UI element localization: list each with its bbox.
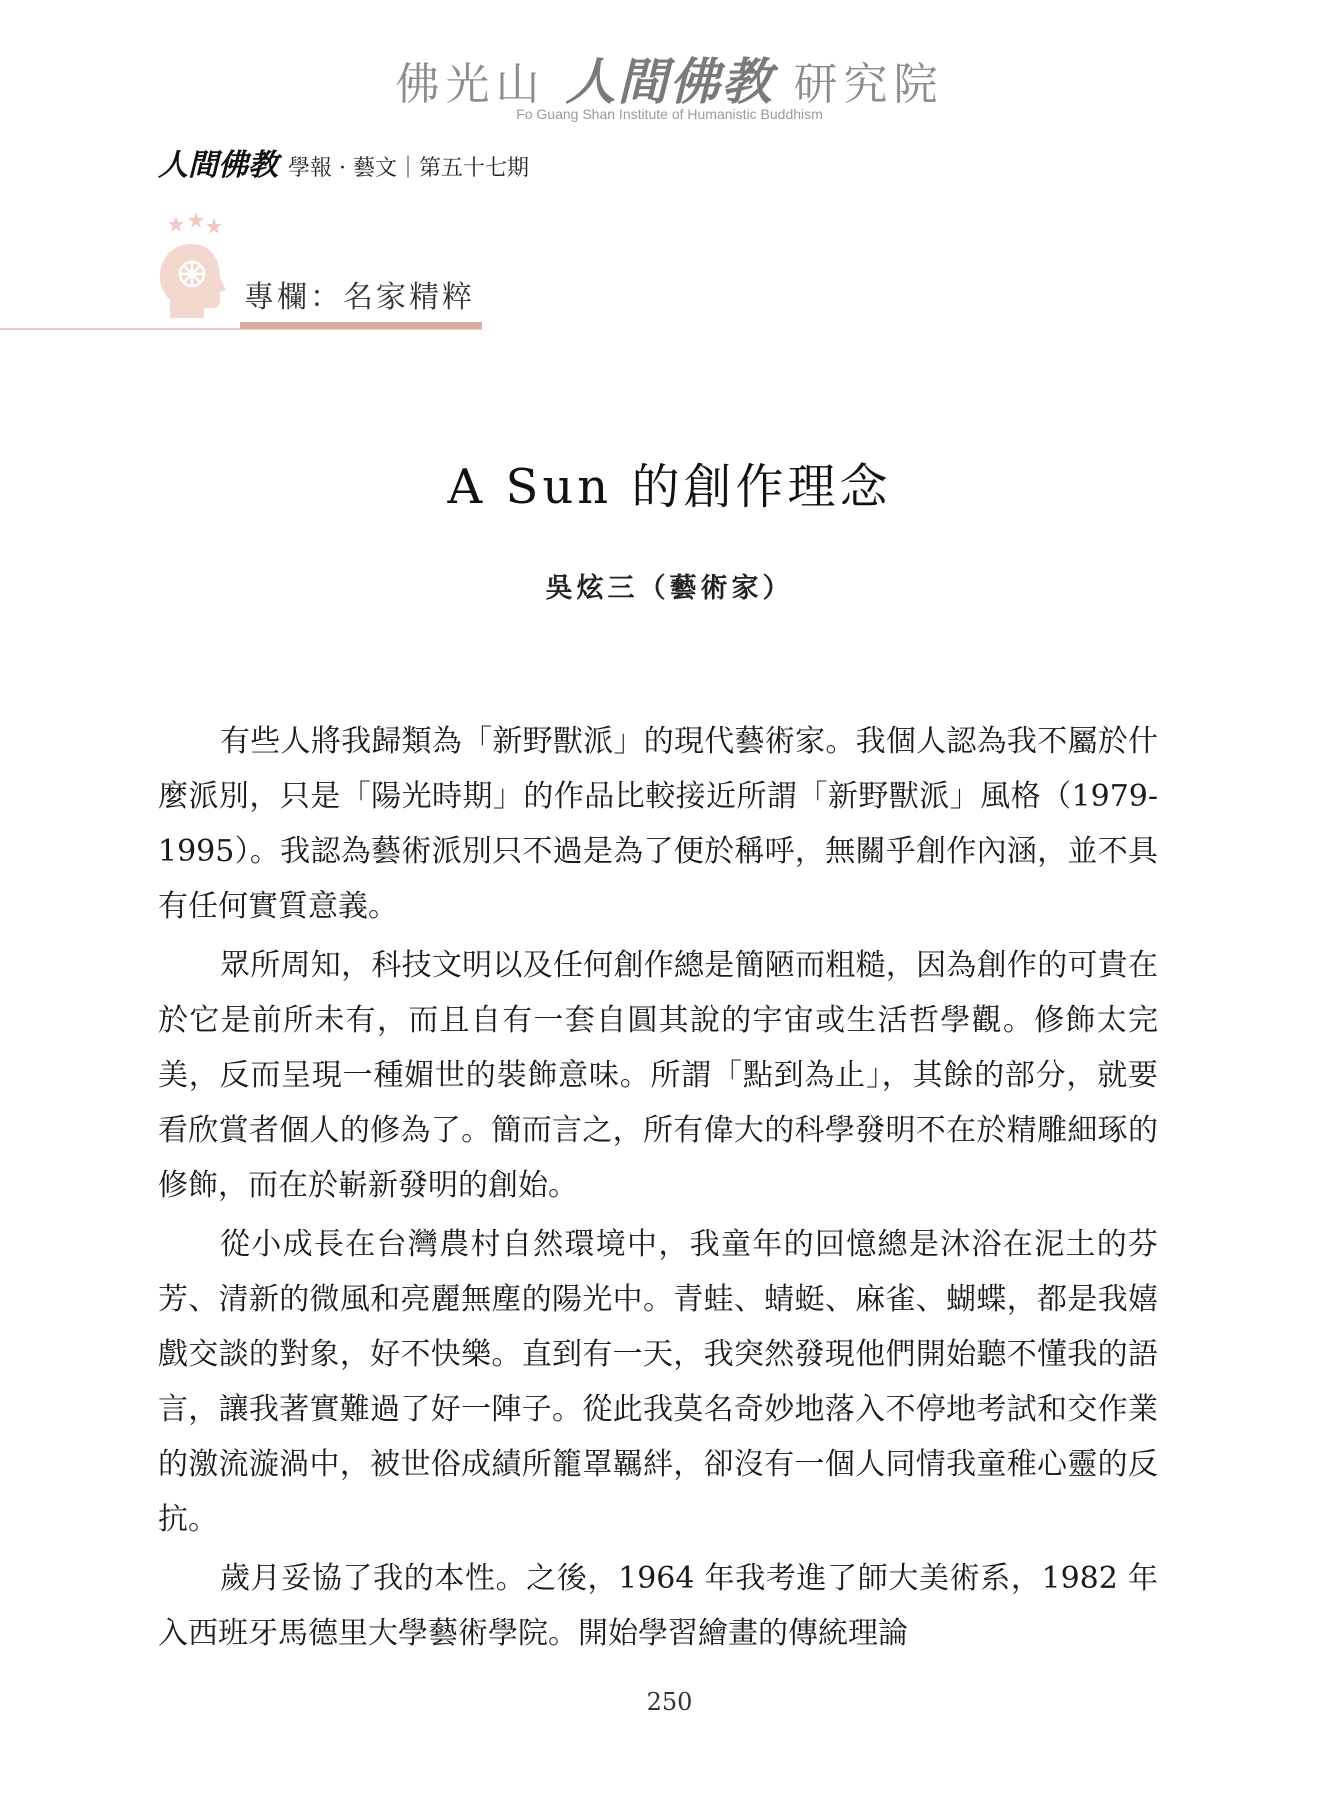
article-title: A Sun 的創作理念 [447,459,892,515]
institute-suffix: 研究院 [793,59,944,110]
journal-issue: 學報 · 藝文｜第五十七期 [288,156,529,181]
institute-brush-logo: 人間佛教 [565,52,774,111]
column-underline [240,322,482,329]
column-label: 專欄：名家精粹 [244,280,475,315]
paragraph: 歲月妥協了我的本性。之後，1964 年我考進了師大美術系，1982 年入西班牙馬德里大學藝術學院。開始學習繪畫的傳統理論 [158,1561,1158,1651]
page-number: 250 [646,1688,693,1716]
paragraph: 有些人將我歸類為「新野獸派」的現代藝術家。我個人認為我不屬於什麼派別，只是「陽光時期」的作品比較接近所謂「新野獸派」風格（1979-1995）。我認為藝術派別只不過是為了便於稱呼，無關乎創作內涵，並不具有任何實質意義。 [158,724,1158,924]
institute-title [0,42,1339,114]
paragraph: 眾所周知，科技文明以及任何創作總是簡陋而粗糙，因為創作的可貴在於它是前所未有，而且自有一套自圓其說的宇宙或生活哲學觀。修飾太完美，反而呈現一種媚世的裝飾意味。所謂「點到為止」，其餘的部分，就要看欣賞者個人的修為了。簡而言之，所有偉大的科學發明不在於精雕細琢的修飾，而在於嶄新發明的創始。 [158,948,1158,1203]
journal-header [158,140,529,184]
institute-english-name: Fo Guang Shan Institute of Humanistic Buddhism [516,106,823,122]
journal-brand-logo: 人間佛教 [158,148,278,183]
head-stars-icon [152,212,252,322]
institute-prefix: 佛光山 [395,59,546,110]
article-body [158,714,1158,1661]
article-author: 吳炫三（藝術家） [545,573,794,604]
paragraph: 從小成長在台灣農村自然環境中，我童年的回憶總是沐浴在泥土的芬芳、清新的微風和亮麗無塵的陽光中。青蛙、蜻蜓、麻雀、蝴蝶，都是我嬉戲交談的對象，好不快樂。直到有一天，我突然發現他們開始聽不懂我的語言，讓我著實難過了好一陣子。從此我莫名奇妙地落入不停地考試和交作業的激流漩渦中，被世俗成績所籠罩羈絆，卻沒有一個人同情我童稚心靈的反抗。 [158,1227,1158,1537]
